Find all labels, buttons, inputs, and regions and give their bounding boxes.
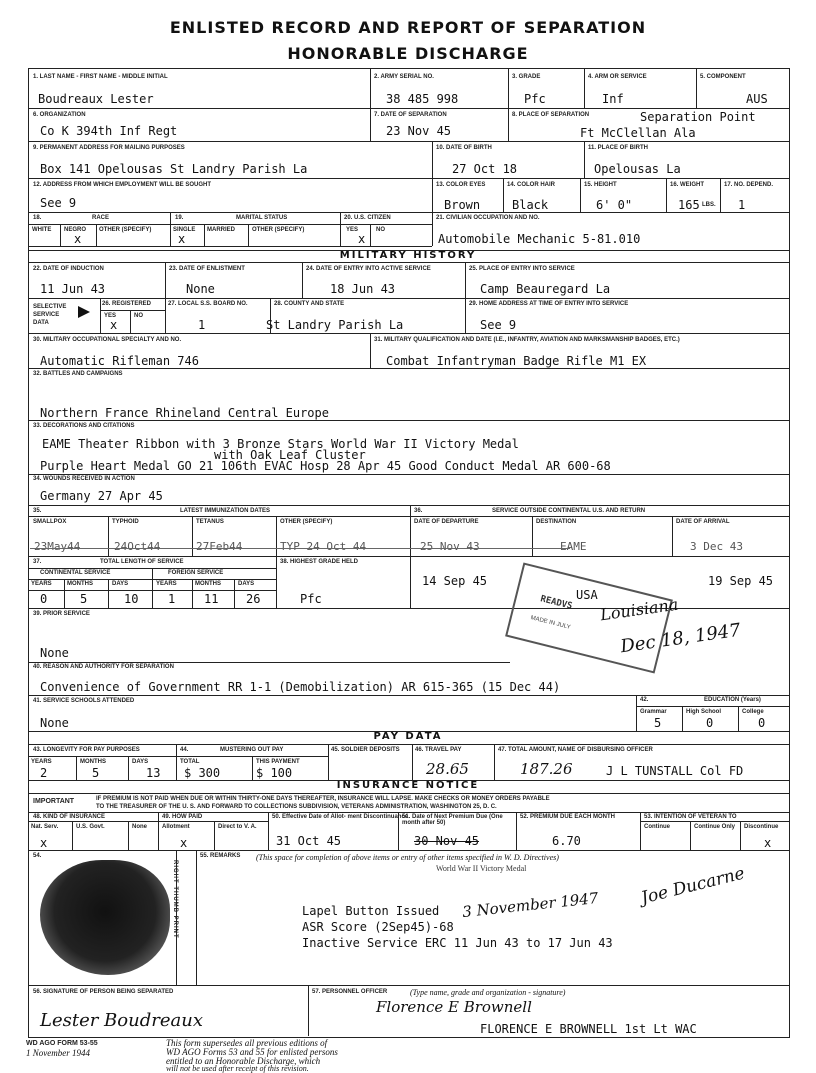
value-enlistment: None (186, 282, 215, 296)
label-pob: 11. PLACE OF BIRTH (588, 145, 649, 151)
section-insurance-notice: INSURANCE NOTICE (336, 780, 480, 791)
label-other-race: OTHER (SPECIFY) (99, 227, 152, 233)
label-grammar: Grammar (640, 709, 667, 715)
value-muster-total: $ 300 (184, 766, 221, 780)
label-37: 37. (33, 559, 42, 565)
label-longevity: 43. LONGEVITY FOR PAY PURPOSES (33, 747, 140, 753)
label-36: 36. (414, 508, 423, 514)
value-dep-1: 25 Nov 43 (420, 540, 480, 553)
label-name: 1. LAST NAME - FIRST NAME - MIDDLE INITIAL (33, 74, 168, 80)
label-dob: 10. DATE OF BIRTH (436, 145, 492, 151)
value-employ-address: See 9 (40, 196, 77, 210)
label-married: MARRIED (207, 227, 235, 233)
label-mustering: MUSTERING OUT PAY (220, 747, 284, 753)
value-remark-1: Lapel Button Issued (302, 904, 440, 918)
value-decorations-oak: with Oak Leaf Cluster (214, 448, 366, 462)
value-remark-2: ASR Score (2Sep45)-68 (302, 920, 454, 934)
text-important-1: IF PREMIUM IS NOT PAID WHEN DUE OR WITHIN THIRTY-ONE DAYS THEREAFTER, INSURANCE WILL LAPSE. MAKE CHECKS OR MONEY ORDERS PAYABLE (96, 796, 550, 802)
label-typhoid: TYPHOID (112, 519, 139, 525)
label-signature: 56. SIGNATURE OF PERSON BEING SEPARATED (33, 989, 174, 995)
text-remarks-hint: (This space for completion of above items or entry of other items specified in W. D. Directives) (256, 853, 559, 862)
value-prior-service: None (40, 646, 69, 660)
text-footer-3: entitled to an Honorable Discharge, which (166, 1056, 321, 1066)
text-footer-4: will not be used after receipt of this revision. (166, 1064, 309, 1073)
label-tetanus: TETANUS (196, 519, 224, 525)
value-hand-annot: Joe Ducarne (639, 863, 747, 909)
label-wounds: 34. WOUNDS RECEIVED IN ACTION (33, 476, 135, 482)
label-next-premium: 51. Date of Next Premium Due (One month after 50) (402, 814, 503, 826)
value-induction: 11 Jun 43 (40, 282, 106, 296)
label-immunization: LATEST IMMUNIZATION DATES (180, 508, 270, 514)
value-home-address: See 9 (480, 318, 517, 332)
label-arm: 4. ARM OR SERVICE (588, 74, 647, 80)
value-for-months: 11 (204, 592, 219, 606)
label-years-3: YEARS (31, 759, 52, 765)
label-county: 28. COUNTY AND STATE (274, 301, 345, 307)
value-remark-top-hand: World War II Victory Medal (436, 864, 527, 873)
value-grade: Pfc (524, 92, 546, 106)
value-allot-disc: 31 Oct 45 (276, 834, 342, 848)
value-cont-months: 5 (80, 592, 88, 606)
label-employ-address: 12. ADDRESS FROM WHICH EMPLOYMENT WILL BE SOUGHT (33, 182, 212, 188)
label-right-thumb: RIGHT THUMB PRINT (172, 860, 178, 939)
value-ins-allot-x: x (180, 836, 188, 850)
value-officer-signature: Florence E Brownell (376, 998, 532, 1016)
arrow-icon (78, 306, 90, 318)
value-other-imm: TYP 24 Oct 44 (280, 540, 367, 553)
label-place-entry: 25. PLACE OF ENTRY INTO SERVICE (469, 266, 575, 272)
label-days-2: DAYS (238, 581, 255, 587)
value-dest-1: EAME (560, 540, 587, 553)
label-college: College (742, 709, 764, 715)
label-important: IMPORTANT (33, 798, 75, 805)
label-schools: 41. SERVICE SCHOOLS ATTENDED (33, 698, 135, 704)
label-enlistment: 23. DATE OF ENLISTMENT (169, 266, 245, 272)
label-hair: 14. COLOR HAIR (507, 182, 556, 188)
text-officer-hint: (Type name, grade and organization - signature) (410, 988, 566, 997)
value-depend: 1 (738, 198, 746, 212)
label-entry-active: 24. DATE OF ENTRY INTO ACTIVE SERVICE (306, 266, 431, 272)
value-organization: Co K 394th Inf Regt (40, 124, 178, 138)
value-name: Boudreaux Lester (38, 92, 154, 106)
value-place-sep-1: Separation Point (640, 110, 756, 124)
value-dest-2: USA (576, 588, 598, 602)
value-board-no: 1 (198, 318, 206, 332)
value-citizen-x: x (358, 232, 366, 246)
value-qualification: Combat Infantryman Badge Rifle M1 EX (386, 354, 647, 368)
value-for-days: 26 (246, 592, 261, 606)
label-reg-no: NO (134, 313, 143, 319)
value-smallpox: 23May44 (34, 540, 81, 553)
label-smallpox: SMALLPOX (33, 519, 67, 525)
value-disbursing-officer: J L TUNSTALL Col FD (606, 764, 744, 778)
label-dep-date: DATE OF DEPARTURE (414, 519, 479, 525)
value-edu-college: 0 (758, 716, 766, 730)
label-selective: SELECTIVE SERVICE DATA (33, 304, 67, 326)
label-depend: 17. NO. DEPEND. (724, 182, 774, 188)
label-date-sep: 7. DATE OF SEPARATION (374, 112, 447, 118)
value-hair: Black (512, 198, 549, 212)
value-eyes: Brown (444, 198, 481, 212)
text-form-no: WD AGO FORM 53-55 (26, 1040, 98, 1047)
label-organization: 6. ORGANIZATION (33, 112, 86, 118)
label-none-ins: None (132, 824, 147, 830)
label-serial: 2. ARMY SERIAL NO. (374, 74, 434, 80)
label-how-paid: 49. HOW PAID (162, 814, 203, 820)
value-total-amount: 187.26 (520, 760, 573, 778)
value-schools: None (40, 716, 69, 730)
label-board: 27. LOCAL S.S. BOARD NO. (168, 301, 248, 307)
value-mos: Automatic Rifleman 746 (40, 354, 199, 368)
form-subtitle: HONORABLE DISCHARGE (287, 44, 529, 63)
label-other-imm: OTHER (SPECIFY) (280, 519, 333, 525)
label-months: MONTHS (67, 581, 93, 587)
value-marital-x: x (178, 232, 186, 246)
label-negro: NEGRO (64, 227, 87, 233)
value-long-years: 2 (40, 766, 48, 780)
value-signature: Lester Boudreaux (40, 1010, 203, 1031)
label-35: 35. (33, 508, 42, 514)
text-form-date: 1 November 1944 (26, 1048, 90, 1058)
value-remark-3: Inactive Service ERC 11 Jun 43 to 17 Jun 43 (302, 936, 613, 950)
label-no: NO (376, 227, 385, 233)
label-days: DAYS (112, 581, 129, 587)
value-registered-x: x (110, 318, 118, 332)
value-weight: 165 (678, 198, 700, 212)
value-decorations-1: EAME Theater Ribbon with 3 Bronze Stars World War II Victory Medal (42, 437, 519, 451)
label-months-3: MONTHS (80, 759, 106, 765)
value-component: AUS (746, 92, 768, 106)
label-total: TOTAL (180, 759, 200, 765)
value-cont-years: 0 (40, 592, 48, 606)
value-date-sep: 23 Nov 45 (386, 124, 452, 138)
label-home-address: 29. HOME ADDRESS AT TIME OF ENTRY INTO SERVICE (469, 301, 629, 307)
label-other-marital: OTHER (SPECIFY) (252, 227, 305, 233)
label-18: 18. (33, 215, 42, 221)
label-civ-occupation: 21. CIVILIAN OCCUPATION AND NO. (436, 215, 540, 221)
value-decorations-2: Purple Heart Medal GO 21 106th EVAC Hosp 28 Apr 45 Good Conduct Medal AR 600-68 (40, 459, 611, 473)
value-occupation: Automobile Mechanic 5-81.010 (438, 232, 641, 246)
label-white: WHITE (32, 227, 52, 233)
value-reason: Convenience of Government RR 1-1 (Demobilization) AR 615-365 (15 Dec 44) (40, 680, 561, 694)
label-allot-disc: 50. Effective Date of Allot- ment Discontinuance (272, 814, 409, 820)
value-perm-address: Box 141 Opelousas St Landry Parish La (40, 162, 308, 176)
label-continue-only: Continue Only (694, 824, 735, 830)
label-citizen: 20. U.S. CITIZEN (344, 215, 391, 221)
label-remarks: 55. REMARKS (200, 853, 241, 859)
label-nat-serv: Nat. Serv. (31, 824, 59, 830)
label-42: 42. (640, 697, 649, 703)
value-place-entry: Camp Beauregard La (480, 282, 611, 296)
label-race: RACE (92, 215, 110, 221)
value-place-sep-2: Ft McClellan Ala (580, 126, 696, 140)
text-footer-1: This form supersedes all previous editions of (166, 1038, 328, 1048)
value-remark-hand: 3 November 1947 (461, 888, 600, 922)
label-this-payment: THIS PAYMENT (256, 759, 300, 765)
value-premium: 6.70 (552, 834, 581, 848)
value-for-years: 1 (168, 592, 176, 606)
label-high-school: High School (686, 709, 721, 715)
section-pay-data: PAY DATA (373, 731, 443, 742)
value-height: 6' 0" (596, 198, 633, 212)
value-entry-active: 18 Jun 43 (330, 282, 396, 296)
label-component: 5. COMPONENT (700, 74, 746, 80)
section-military-history: MILITARY HISTORY (339, 250, 477, 261)
text-important-2: TO THE TREASURER OF THE U. S. AND FORWARD TO COLLECTIONS SUBDIVISION, VETERANS ADMINISTRATION, WASHINGTON 25, D. C. (96, 804, 497, 810)
label-mos: 30. MILITARY OCCUPATIONAL SPECIALTY AND NO. (33, 337, 182, 343)
value-dep-2: 14 Sep 45 (422, 574, 488, 588)
label-personnel-officer: 57. PERSONNEL OFFICER (312, 989, 388, 995)
label-prior-service: 39. PRIOR SERVICE (33, 611, 90, 617)
label-qualification: 31. MILITARY QUALIFICATION AND DATE (I.E., INFANTRY, AVIATION AND MARKSMANSHIP BADGES, ETC.) (374, 337, 680, 343)
value-pob: Opelousas La (594, 162, 681, 176)
label-direct-va: Direct to V. A. (218, 824, 257, 830)
label-kind-insurance: 48. KIND OF INSURANCE (33, 814, 106, 820)
label-intention: 53. INTENTION OF VETERAN TO (644, 814, 737, 820)
label-54: 54. (33, 853, 42, 859)
label-premium-due: 52. PREMIUM DUE EACH MONTH (520, 814, 616, 820)
label-total-amount: 47. TOTAL AMOUNT, NAME OF DISBURSING OFFICER (498, 747, 653, 753)
label-height: 15. HEIGHT (584, 182, 617, 188)
label-grade: 3. GRADE (512, 74, 541, 80)
label-years: YEARS (31, 581, 52, 587)
label-days-3: DAYS (132, 759, 149, 765)
label-continue: Continue (644, 824, 670, 830)
label-travel-pay: 46. TRAVEL PAY (415, 747, 462, 753)
label-perm-address: 9. PERMANENT ADDRESS FOR MAILING PURPOSES (33, 145, 185, 151)
label-reg-yes: YES (104, 313, 117, 319)
value-county: St Landry Parish La (266, 318, 404, 332)
label-arr-date: DATE OF ARRIVAL (676, 519, 730, 525)
label-place-sep: 8. PLACE OF SEPARATION (512, 112, 590, 118)
form-title: ENLISTED RECORD AND REPORT OF SEPARATION (169, 18, 647, 37)
label-weight: 16. WEIGHT (670, 182, 705, 188)
value-typhoid: 24Oct44 (114, 540, 161, 553)
label-yes: YES (346, 227, 359, 233)
value-next-premium: 30 Nov 45 (414, 834, 480, 848)
label-cont-svc: CONTINENTAL SERVICE (40, 570, 111, 576)
label-lbs: LBS. (702, 202, 716, 208)
stamp-hand-2: Dec 18, 1947 (619, 619, 742, 658)
label-years-2: YEARS (156, 581, 177, 587)
label-months-2: MONTHS (195, 581, 221, 587)
label-destination: DESTINATION (536, 519, 577, 525)
stamp-hand-1: Louisiana (599, 594, 680, 625)
value-edu-grammar: 5 (654, 716, 662, 730)
text-footer-2: WD AGO Forms 53 and 55 for enlisted persons (166, 1047, 338, 1057)
label-soldier-deposits: 45. SOLDIER DEPOSITS (331, 747, 400, 753)
value-officer-typed: FLORENCE E BROWNELL 1st Lt WAC (480, 1022, 697, 1036)
label-registered: 26. REGISTERED (102, 301, 152, 307)
value-wounds: Germany 27 Apr 45 (40, 489, 163, 503)
label-decorations: 33. DECORATIONS AND CITATIONS (33, 423, 135, 429)
stamp-text-1: READVS (539, 594, 574, 612)
label-discontinue: Discontinue (744, 824, 779, 830)
label-eyes: 13. COLOR EYES (436, 182, 486, 188)
value-intention-x: x (764, 836, 772, 850)
label-highest-grade: 38. HIGHEST GRADE HELD (280, 559, 359, 565)
value-long-days: 13 (146, 766, 161, 780)
value-dob: 27 Oct 18 (452, 162, 518, 176)
label-svc-outside: SERVICE OUTSIDE CONTINENTAL U.S. AND RETURN (492, 508, 646, 514)
label-marital: MARITAL STATUS (236, 215, 288, 221)
label-battles: 32. BATTLES AND CAMPAIGNS (33, 371, 123, 377)
value-cont-days: 10 (124, 592, 139, 606)
value-travel-pay: 28.65 (426, 760, 469, 778)
stamp-text-2: MADE IN JULY (529, 615, 572, 631)
value-muster-this: $ 100 (256, 766, 293, 780)
label-allotment: Allotment (162, 824, 190, 830)
value-arm: Inf (602, 92, 624, 106)
label-19: 19. (175, 215, 184, 221)
value-highest-grade: Pfc (300, 592, 322, 606)
value-ins-nat-x: x (40, 836, 48, 850)
value-battles: Northern France Rhineland Central Europe (40, 406, 329, 420)
label-education: EDUCATION (Years) (704, 697, 761, 703)
thumbprint-image (40, 860, 170, 975)
value-edu-high: 0 (706, 716, 714, 730)
value-long-months: 5 (92, 766, 100, 780)
label-single: SINGLE (173, 227, 196, 233)
label-44: 44. (180, 747, 189, 753)
value-tetanus: 27Feb44 (196, 540, 243, 553)
label-total-length: TOTAL LENGTH OF SERVICE (100, 559, 184, 565)
value-arr-2: 19 Sep 45 (708, 574, 774, 588)
label-reason: 40. REASON AND AUTHORITY FOR SEPARATION (33, 664, 174, 670)
value-arr-1: 3 Dec 43 (690, 540, 743, 553)
value-serial: 38 485 998 (386, 92, 459, 106)
label-us-govt: U.S. Govt. (76, 824, 105, 830)
value-race-x: x (74, 232, 82, 246)
label-for-svc: FOREIGN SERVICE (168, 570, 224, 576)
label-induction: 22. DATE OF INDUCTION (33, 266, 104, 272)
